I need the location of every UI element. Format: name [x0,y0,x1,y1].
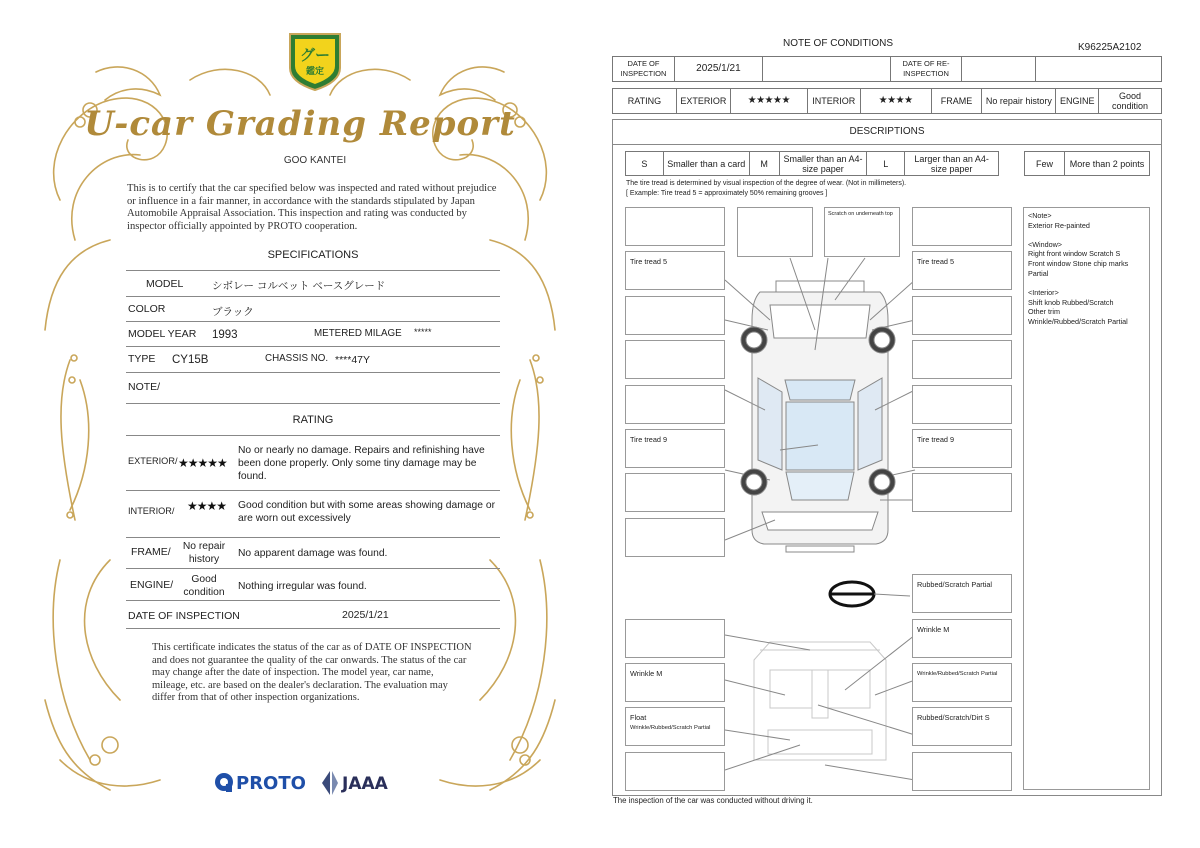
specifications-heading: SPECIFICATIONS [267,249,359,261]
frame-value: No repair history [982,89,1056,114]
date-of-inspection-label: DATE OF INSPECTION [613,57,675,82]
note-label: NOTE/ [128,381,161,393]
condition-box [912,340,1012,379]
size-text-s: Smaller than a card [663,152,749,176]
condition-box [912,207,1012,246]
divider [126,346,500,347]
frame-label: FRAME [931,89,982,114]
divider [126,270,500,271]
type-label: TYPE [128,353,156,365]
condition-box-dash [912,619,1012,658]
condition-box-tire-front-right [912,251,1012,290]
condition-box-tire-rear-right [912,429,1012,468]
interior-note-line: Other trim [1028,307,1060,317]
note-line: Exterior Re-painted [1028,220,1090,230]
interior-description: Good condition but with some areas showing damage or are worn out excessively [238,500,495,524]
chassis-label: CHASSIS NO. [265,353,329,364]
steering-text: Rubbed/Scratch Partial [917,580,993,589]
exterior-label: EXTERIOR/ [128,456,178,466]
frame-value: No repair history [182,541,226,565]
floor-right-text: Rubbed/Scratch/Dirt S [917,713,990,722]
seat-left-text: Wrinkle M [630,669,663,678]
tire-front-right-text: Tire tread 5 [917,257,955,266]
interior-label: INTERIOR/ [128,506,175,516]
condition-box-tire-rear-left [625,429,725,468]
interior-stars: ★★★★ [860,89,931,114]
floor-left-text-1: Float [630,713,647,722]
rating-heading: RATING [292,414,334,426]
descriptions-heading: DESCRIPTIONS [612,119,1162,145]
model-value: シボレー コルベット ベースグレード [212,280,386,292]
condition-box [625,296,725,335]
size-key-s: S [626,152,664,176]
tire-note-line-1: The tire tread is determined by visual inspection of the degree of wear. (Not in millimeters). [626,180,907,187]
interior-note-line: Shift knob Rubbed/Scratch [1028,297,1114,307]
divider [126,568,500,569]
tire-rear-left-text: Tire tread 9 [630,435,668,444]
certificate-title: U-car Grading Report [84,104,516,144]
conditions-footer: The inspection of the car was conducted without driving it. [613,796,813,805]
condition-box [625,473,725,512]
condition-box [912,385,1012,424]
size-key-l: L [867,152,905,176]
notes-panel [1023,207,1150,790]
conditions-title: NOTE OF CONDITIONS [783,38,893,49]
goo-kantei-badge-logo [286,30,344,92]
divider [126,628,500,629]
svg-text:グー: グー [299,46,331,64]
condition-box-floor-left [625,707,725,746]
condition-box-seat-left [625,663,725,702]
size-text-few: More than 2 points [1065,152,1150,176]
exterior-description: No or nearly no damage. Repairs and refinishing have been done properly. Only some tiny damage may be found. [238,445,485,482]
size-key-m: M [749,152,779,176]
frame-description: No apparent damage was found. [238,548,388,559]
exterior-label: EXTERIOR [676,89,730,114]
condition-box [625,752,725,791]
divider [126,435,500,436]
condition-box [912,752,1012,791]
inspection-date-value: 2025/1/21 [342,609,389,621]
tire-note-line-2: [ Example: Tire tread 5 = approximately 50% remaining grooves ] [626,189,828,197]
condition-box [912,296,1012,335]
type-value: CY15B [172,354,209,366]
color-label: COLOR [128,303,166,315]
frame-label: FRAME/ [131,546,171,558]
floor-left-text-2: Wrinkle/Rubbed/Scratch Partial [630,725,711,731]
condition-box [625,340,725,379]
date-of-inspection-value: 2025/1/21 [674,57,762,82]
engine-value: Good condition [1099,89,1162,114]
condition-box [737,207,813,257]
interior-heading: <Interior> [1028,287,1059,297]
divider [126,321,500,322]
svg-text:鑑定: 鑑定 [305,67,325,77]
window-note-line: Right front window Scratch S [1028,249,1121,259]
certificate-intro: This is to certify that the car specified below was inspected and rated without prejudice or influence in a fair manner, in accordance with the standards stipulated by Japan Automobile Appraisal Association. This inspection and rating was conducted by inspector officially appointed by PROTO cooperation. [127,183,497,232]
dash-text: Wrinkle M [917,625,950,634]
condition-box [625,385,725,424]
engine-value: Good condition [183,574,225,598]
condition-box-tire-front-left [625,251,725,290]
certificate-subtitle: GOO KANTEI [283,155,347,166]
date-of-reinspection-label: DATE OF RE-INSPECTION [890,57,962,82]
condition-box [912,473,1012,512]
window-note-line: Front window Stone chip marks Partial [1028,259,1129,278]
exterior-stars: ★★★★★ [730,89,807,114]
condition-box [625,207,725,246]
exterior-stars: ★★★★★ [178,456,227,470]
divider [126,537,500,538]
condition-box-underneath [824,207,900,257]
divider [126,403,500,404]
chassis-value: ****47Y [335,354,371,366]
condition-box-floor-right [912,707,1012,746]
tire-front-left-text: Tire tread 5 [630,257,668,266]
interior-note-line: Wrinkle/Rubbed/Scratch Partial [1028,317,1128,327]
seat-right-text: Wrinkle/Rubbed/Scratch Partial [917,671,998,677]
engine-label: ENGINE/ [130,579,174,591]
condition-box [625,619,725,658]
size-text-l: Larger than an A4-size paper [905,152,999,176]
jaaa-logo-text: JAAA [342,774,388,794]
model-year-label: MODEL YEAR [128,328,197,340]
note-of-conditions-sheet [600,0,1200,848]
condition-box [625,518,725,557]
engine-description: Nothing irregular was found. [238,581,367,592]
model-label: MODEL [146,278,184,290]
interior-label: INTERIOR [807,89,860,114]
interior-stars: ★★★★ [187,499,227,513]
condition-box-seat-right [912,663,1012,702]
color-value: ブラック [212,306,254,318]
note-heading: <Note> [1028,211,1052,220]
condition-box-steering [912,574,1012,613]
divider [126,296,500,297]
engine-label: ENGINE [1056,89,1099,114]
reference-number: K96225A2102 [1078,42,1142,53]
rating-label: RATING [613,89,677,114]
model-year-value: 1993 [212,329,238,341]
divider [126,372,500,373]
metered-mileage-value: ***** [414,327,432,337]
size-text-m: Smaller than an A4-size paper [779,152,867,176]
window-heading: <Window> [1028,239,1062,249]
proto-logo-text: PROTO [236,773,306,794]
divider [126,600,500,601]
proto-jaaa-logos [212,768,412,798]
metered-mileage-label: METERED MILAGE [314,328,402,339]
inspection-date-label: DATE OF INSPECTION [128,610,240,622]
underneath-text: Scratch on underneath top [828,211,893,217]
tire-rear-right-text: Tire tread 9 [917,435,955,444]
divider [126,490,500,491]
size-key-few: Few [1025,152,1065,176]
certificate-disclaimer: This certificate indicates the status of the car as of DATE OF INSPECTION and does not guarantee the quality of the car onwards. The status of the car may change after the date of inspection. The model year, car name, mileage, etc. are based on the dealer's declaration. The evaluation may differ from that of other inspection organizations. [152,642,472,704]
